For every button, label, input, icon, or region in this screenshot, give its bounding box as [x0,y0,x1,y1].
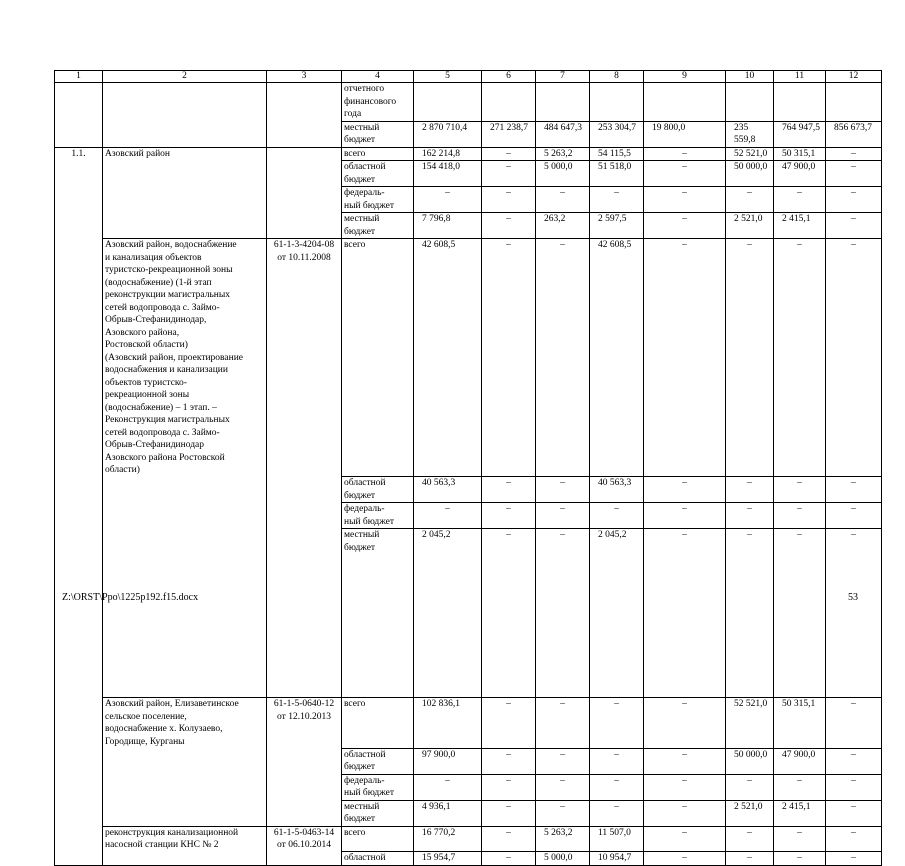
column-number-row [55,71,882,83]
registration-number [267,161,342,187]
object-name [103,477,267,503]
table-row [55,477,882,503]
amount-cell: – [726,826,774,852]
amount-cell: 2 045,2 [590,529,644,698]
amount-cell [590,83,644,122]
amount-cell: – [644,748,726,774]
amount-cell: – [826,774,882,800]
amount-cell: – [826,477,882,503]
amount-cell: 235 559,8 [726,121,774,147]
object-name [103,187,267,213]
table-row [55,852,882,866]
amount-cell: – [536,477,590,503]
amount-cell: – [774,826,826,852]
object-name: реконструкция канализационной насосной станции КНС № 2 [103,826,267,852]
amount-cell: – [536,503,590,529]
row-number: 1.1. [55,147,103,161]
amount-cell: – [726,529,774,698]
amount-cell: – [644,187,726,213]
amount-cell: 16 770,2 [414,826,482,852]
amount-cell: 50 000,0 [726,748,774,774]
amount-cell: – [826,213,882,239]
amount-cell: – [644,826,726,852]
amount-cell: 40 563,3 [590,477,644,503]
amount-cell: 42 608,5 [590,239,644,477]
funding-source: областной [342,852,414,866]
table-row [55,83,882,122]
amount-cell: – [826,187,882,213]
amount-cell: 54 115,5 [590,147,644,161]
registration-number: 61-1-5-0640-12 от 12.10.2013 [267,698,342,749]
registration-number [267,748,342,774]
object-name [103,852,267,866]
funding-source: областной бюджет [342,161,414,187]
amount-cell: – [826,503,882,529]
funding-source: местный бюджет [342,121,414,147]
object-name [103,83,267,122]
registration-number [267,477,342,503]
amount-cell [644,83,726,122]
registration-number [267,83,342,122]
amount-cell: – [826,852,882,866]
row-number [55,800,103,826]
row-number [55,239,103,477]
amount-cell: 102 836,1 [414,698,482,749]
object-name: Азовский район, Елизаветинское сельское поселение, водоснабжение х. Колузаево, Городище, Курганы [103,698,267,749]
amount-cell: – [482,147,536,161]
amount-cell: 484 647,3 [536,121,590,147]
object-name: Азовский район [103,147,267,161]
amount-cell: – [536,698,590,749]
funding-source: местный бюджет [342,800,414,826]
amount-cell: 11 507,0 [590,826,644,852]
amount-cell: – [414,187,482,213]
table-row [55,698,882,749]
registration-number [267,187,342,213]
row-number [55,83,103,122]
row-number [55,477,103,503]
column-number: 6 [482,71,536,83]
column-number: 10 [726,71,774,83]
row-number [55,161,103,187]
amount-cell: – [644,774,726,800]
amount-cell: – [482,161,536,187]
funding-source: отчетного финансового года [342,83,414,122]
amount-cell: 263,2 [536,213,590,239]
table-row [55,800,882,826]
row-number [55,852,103,866]
amount-cell: 51 518,0 [590,161,644,187]
amount-cell: 40 563,3 [414,477,482,503]
table-row [55,161,882,187]
amount-cell [726,83,774,122]
amount-cell: – [482,698,536,749]
amount-cell: – [590,774,644,800]
amount-cell: 5 263,2 [536,826,590,852]
funding-source: федераль- ный бюджет [342,187,414,213]
amount-cell: – [774,529,826,698]
amount-cell: – [644,503,726,529]
amount-cell: – [536,529,590,698]
registration-number [267,503,342,529]
object-name [103,529,267,698]
amount-cell: – [774,239,826,477]
amount-cell: – [774,852,826,866]
registration-number [267,774,342,800]
object-name: Азовский район, водоснабжение и канализация объектов туристско-рекреационной зоны (водоснабжение) (1-й этап реконструкции магистральных сетей водопровода с. Займо- Обрыв-Стефанидинодар, Азовского района, Ростовской области) (Азовский район, проектирование водоснабжения и канализации объектов туристско- рекреационной зоны (водоснабжение) – 1 этап. – Реконструкция магистральных сетей водопровода с. Займо- Обрыв-Стефанидинодар Азовского района Ростовской области) [103,239,267,477]
amount-cell: 52 521,0 [726,147,774,161]
column-number: 8 [590,71,644,83]
funding-source: местный бюджет [342,213,414,239]
amount-cell: – [536,748,590,774]
row-number [55,213,103,239]
file-path: Z:\ORST\Ppo\1225p192.f15.docx [62,592,199,603]
amount-cell: 5 000,0 [536,852,590,866]
amount-cell: – [482,774,536,800]
row-number [55,748,103,774]
amount-cell: – [774,187,826,213]
table-row [55,147,882,161]
amount-cell: – [414,774,482,800]
funding-source: федераль- ный бюджет [342,774,414,800]
registration-number [267,213,342,239]
amount-cell: 19 800,0 [644,121,726,147]
funding-source: областной бюджет [342,477,414,503]
amount-cell: 15 954,7 [414,852,482,866]
registration-number: 61-1-3-4204-08 от 10.11.2008 [267,239,342,477]
table-row [55,503,882,529]
amount-cell [414,83,482,122]
table-row [55,774,882,800]
amount-cell: 50 315,1 [774,147,826,161]
object-name [103,213,267,239]
amount-cell: 50 315,1 [774,698,826,749]
amount-cell: – [590,748,644,774]
amount-cell: – [590,800,644,826]
object-name [103,503,267,529]
amount-cell: 764 947,5 [774,121,826,147]
amount-cell: 2 415,1 [774,213,826,239]
amount-cell: – [644,147,726,161]
object-name [103,748,267,774]
column-number: 2 [103,71,267,83]
amount-cell: – [482,213,536,239]
registration-number: 61-1-5-0463-14 от 06.10.2014 [267,826,342,852]
budget-table [54,70,882,866]
table-row [55,826,882,852]
amount-cell: – [826,826,882,852]
table-row [55,213,882,239]
registration-number [267,852,342,866]
registration-number [267,800,342,826]
registration-number [267,529,342,698]
amount-cell: 162 214,8 [414,147,482,161]
amount-cell: – [826,529,882,698]
amount-cell: 154 418,0 [414,161,482,187]
amount-cell: – [726,774,774,800]
table-row [55,121,882,147]
column-number: 12 [826,71,882,83]
amount-cell: – [726,503,774,529]
amount-cell: 5 000,0 [536,161,590,187]
amount-cell: – [482,826,536,852]
amount-cell: – [826,147,882,161]
amount-cell: 7 796,8 [414,213,482,239]
amount-cell: – [536,800,590,826]
amount-cell: – [774,503,826,529]
amount-cell: – [644,239,726,477]
object-name [103,161,267,187]
amount-cell: – [726,187,774,213]
column-number: 3 [267,71,342,83]
amount-cell: – [644,161,726,187]
amount-cell: 2 521,0 [726,213,774,239]
column-number: 5 [414,71,482,83]
amount-cell: – [826,800,882,826]
amount-cell: – [482,239,536,477]
row-number [55,529,103,698]
amount-cell: – [726,477,774,503]
row-number [55,774,103,800]
amount-cell: 2 521,0 [726,800,774,826]
amount-cell: – [482,477,536,503]
amount-cell: – [482,503,536,529]
amount-cell: – [590,698,644,749]
funding-source: местный бюджет [342,529,414,698]
amount-cell: – [482,800,536,826]
column-number: 9 [644,71,726,83]
column-number: 4 [342,71,414,83]
amount-cell: – [644,698,726,749]
object-name [103,121,267,147]
amount-cell: – [536,774,590,800]
amount-cell [536,83,590,122]
object-name [103,800,267,826]
funding-source: всего [342,239,414,477]
row-number [55,503,103,529]
amount-cell: – [644,213,726,239]
column-number: 11 [774,71,826,83]
amount-cell: 2 870 710,4 [414,121,482,147]
amount-cell: 253 304,7 [590,121,644,147]
amount-cell [774,83,826,122]
amount-cell: – [590,503,644,529]
row-number [55,826,103,852]
row-number [55,121,103,147]
amount-cell: 50 000,0 [726,161,774,187]
amount-cell: 2 045,2 [414,529,482,698]
amount-cell: – [826,748,882,774]
amount-cell: 97 900,0 [414,748,482,774]
registration-number [267,147,342,161]
amount-cell: 271 238,7 [482,121,536,147]
amount-cell: – [536,239,590,477]
column-number: 1 [55,71,103,83]
amount-cell: – [826,239,882,477]
amount-cell: 47 900,0 [774,748,826,774]
amount-cell: – [726,852,774,866]
amount-cell: – [414,503,482,529]
funding-source: федераль- ный бюджет [342,503,414,529]
amount-cell: 47 900,0 [774,161,826,187]
amount-cell: 10 954,7 [590,852,644,866]
object-name [103,774,267,800]
table-row [55,187,882,213]
amount-cell [826,83,882,122]
amount-cell: – [482,748,536,774]
amount-cell: 2 597,5 [590,213,644,239]
registration-number [267,121,342,147]
amount-cell: 5 263,2 [536,147,590,161]
funding-source: областной бюджет [342,748,414,774]
page-number: 53 [848,592,858,603]
amount-cell: 2 415,1 [774,800,826,826]
row-number [55,698,103,749]
amount-cell: – [826,698,882,749]
amount-cell: 42 608,5 [414,239,482,477]
amount-cell: – [644,852,726,866]
amount-cell: 856 673,7 [826,121,882,147]
amount-cell: – [644,529,726,698]
table-row [55,529,882,698]
amount-cell: – [774,477,826,503]
amount-cell: – [774,774,826,800]
funding-source: всего [342,147,414,161]
amount-cell: – [482,852,536,866]
amount-cell: – [590,187,644,213]
table-row [55,748,882,774]
table-row [55,239,882,477]
column-number: 7 [536,71,590,83]
row-number [55,187,103,213]
amount-cell: – [536,187,590,213]
amount-cell: – [644,477,726,503]
funding-source: всего [342,826,414,852]
funding-source: всего [342,698,414,749]
amount-cell: – [482,187,536,213]
amount-cell [482,83,536,122]
amount-cell: – [644,800,726,826]
amount-cell: 4 936,1 [414,800,482,826]
amount-cell: – [826,161,882,187]
amount-cell: 52 521,0 [726,698,774,749]
amount-cell: – [726,239,774,477]
amount-cell: – [482,529,536,698]
